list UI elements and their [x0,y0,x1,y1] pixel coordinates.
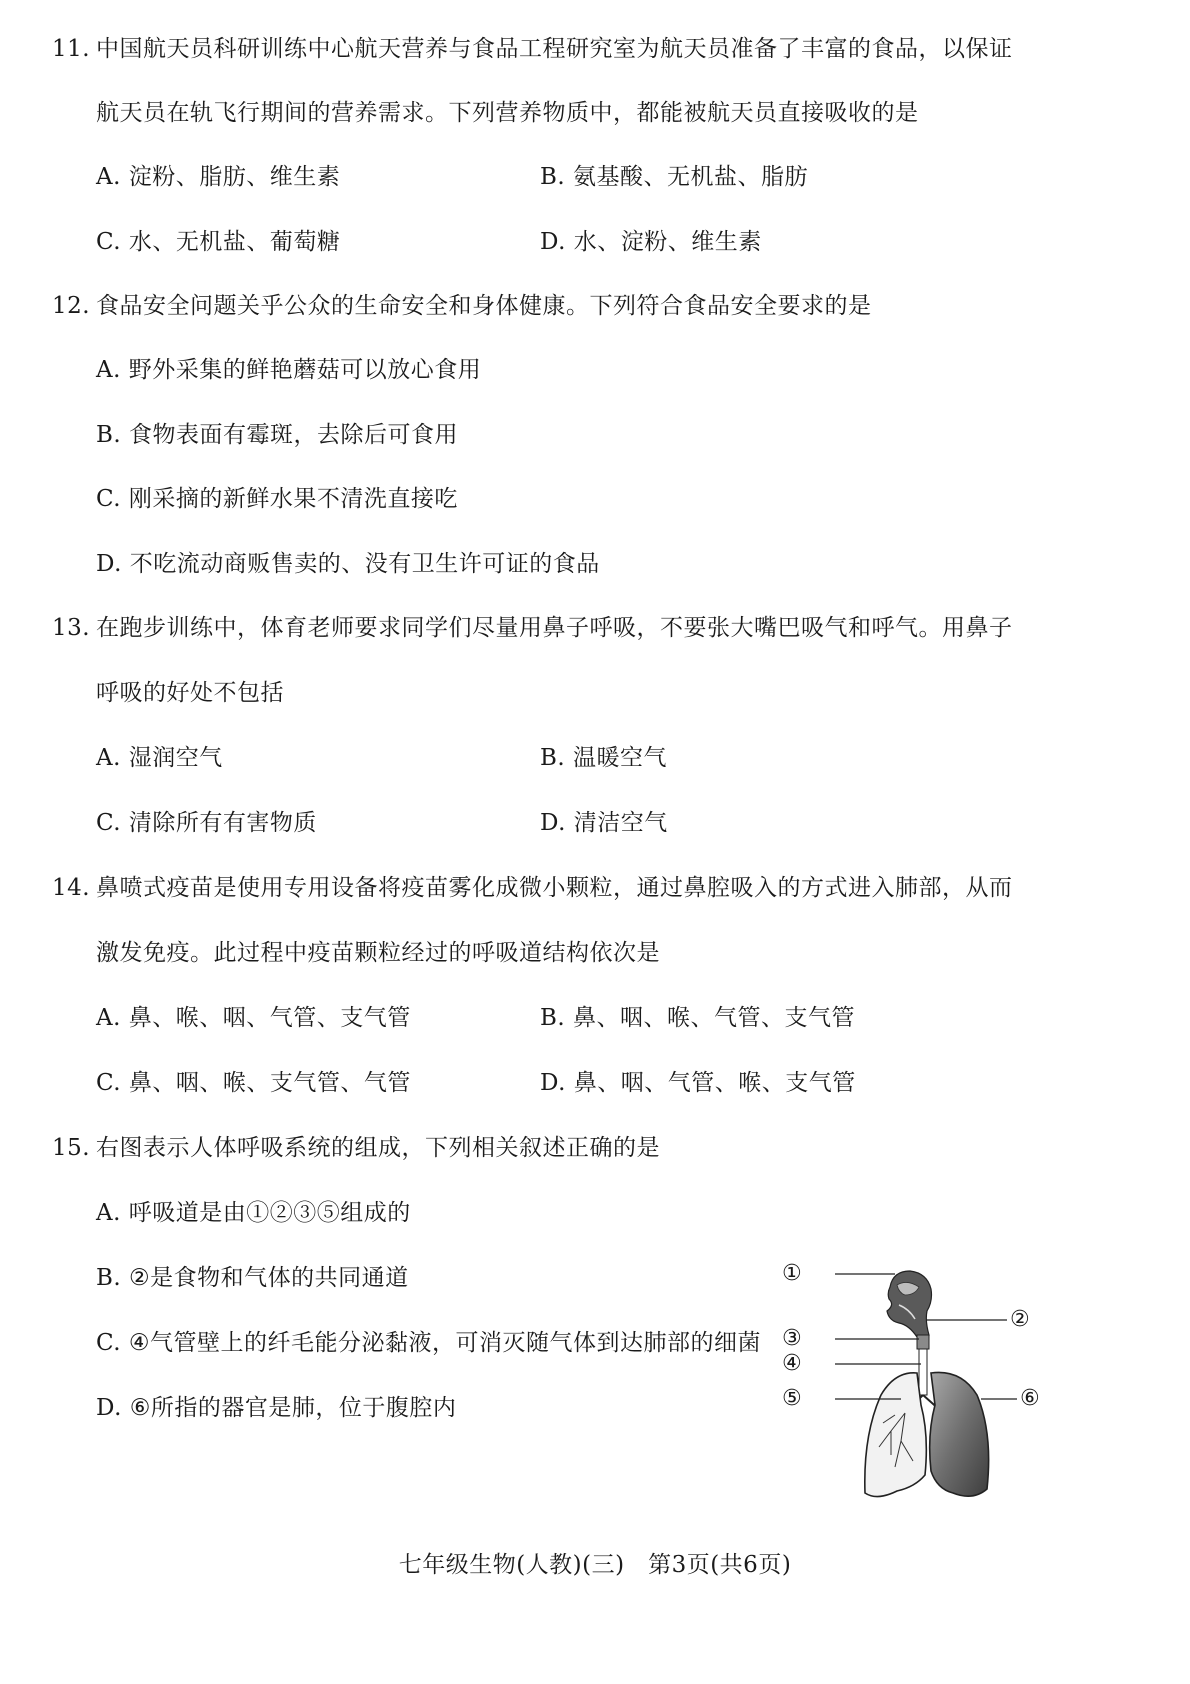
option-c: C. 清除所有有害物质 [96,810,317,836]
option-a: A. 淀粉、脂肪、维生素 [96,164,341,190]
question-number: 15. [52,1135,91,1161]
option-c: C. 鼻、咽、喉、支气管、气管 [96,1070,411,1096]
option-d: D. 不吃流动商贩售卖的、没有卫生许可证的食品 [96,551,600,577]
larynx-shape [917,1335,929,1349]
page-footer: 七年级生物(人教)(三) 第3页(共6页) [398,1552,792,1578]
option-d: D. ⑥所指的器官是肺，位于腹腔内 [96,1395,457,1421]
question-15-stem-line-1: 15. 右图表示人体呼吸系统的组成，下列相关叙述正确的是 [52,1135,660,1161]
label-6: ⑥ [1020,1386,1041,1411]
option-c: C. 刚采摘的新鲜水果不清洗直接吃 [96,486,458,512]
option-d: D. 鼻、咽、气管、喉、支气管 [540,1070,856,1096]
option-a: A. 呼吸道是由①②③⑤组成的 [96,1200,411,1226]
question-12-stem-line-1: 12. 食品安全问题关乎公众的生命安全和身体健康。下列符合食品安全要求的是 [52,293,872,319]
label-1: ① [782,1261,803,1286]
question-number: 12. [52,293,91,319]
question-number: 14. [52,875,91,901]
option-b: B. 鼻、咽、喉、气管、支气管 [540,1005,856,1031]
label-5: ⑤ [782,1386,803,1411]
question-14-stem-line-1: 14. 鼻喷式疫苗是使用专用设备将疫苗雾化成微小颗粒，通过鼻腔吸入的方式进入肺部，从而 [52,875,1013,901]
left-lung-section [865,1373,927,1497]
option-a: A. 野外采集的鲜艳蘑菇可以放心食用 [96,357,482,383]
option-b: B. ②是食物和气体的共同通道 [96,1265,409,1291]
label-3: ③ [782,1326,803,1351]
trachea-shape [919,1349,927,1395]
question-11-stem-line-2: 航天员在轨飞行期间的营养需求。下列营养物质中，都能被航天员直接吸收的是 [96,100,919,126]
option-c: C. 水、无机盐、葡萄糖 [96,229,341,255]
right-lung-shape [930,1372,989,1496]
label-2: ② [1010,1307,1031,1332]
option-b: B. 温暖空气 [540,745,668,771]
option-b: B. 食物表面有霉斑，去除后可食用 [96,422,459,448]
question-11-stem-line-1: 11. 中国航天员科研训练中心航天营养与食品工程研究室为航天员准备了丰富的食品，以保证 [52,36,1013,62]
label-4: ④ [782,1351,803,1376]
question-number: 11. [52,36,91,62]
option-a: A. 鼻、喉、咽、气管、支气管 [96,1005,411,1031]
question-13-stem-line-1: 13. 在跑步训练中，体育老师要求同学们尽量用鼻子呼吸，不要张大嘴巴吸气和呼气。用鼻子 [52,615,1013,641]
option-a: A. 湿润空气 [96,745,223,771]
option-d: D. 水、淀粉、维生素 [540,229,762,255]
option-b: B. 氨基酸、无机盐、脂肪 [540,164,809,190]
question-14-stem-line-2: 激发免疫。此过程中疫苗颗粒经过的呼吸道结构依次是 [96,940,660,966]
question-13-stem-line-2: 呼吸的好处不包括 [96,680,284,706]
option-d: D. 清洁空气 [540,810,668,836]
question-number: 13. [52,615,91,641]
head-outline [887,1271,932,1337]
option-c: C. ④气管壁上的纤毛能分泌黏液，可消灭随气体到达肺部的细菌 [96,1330,762,1356]
